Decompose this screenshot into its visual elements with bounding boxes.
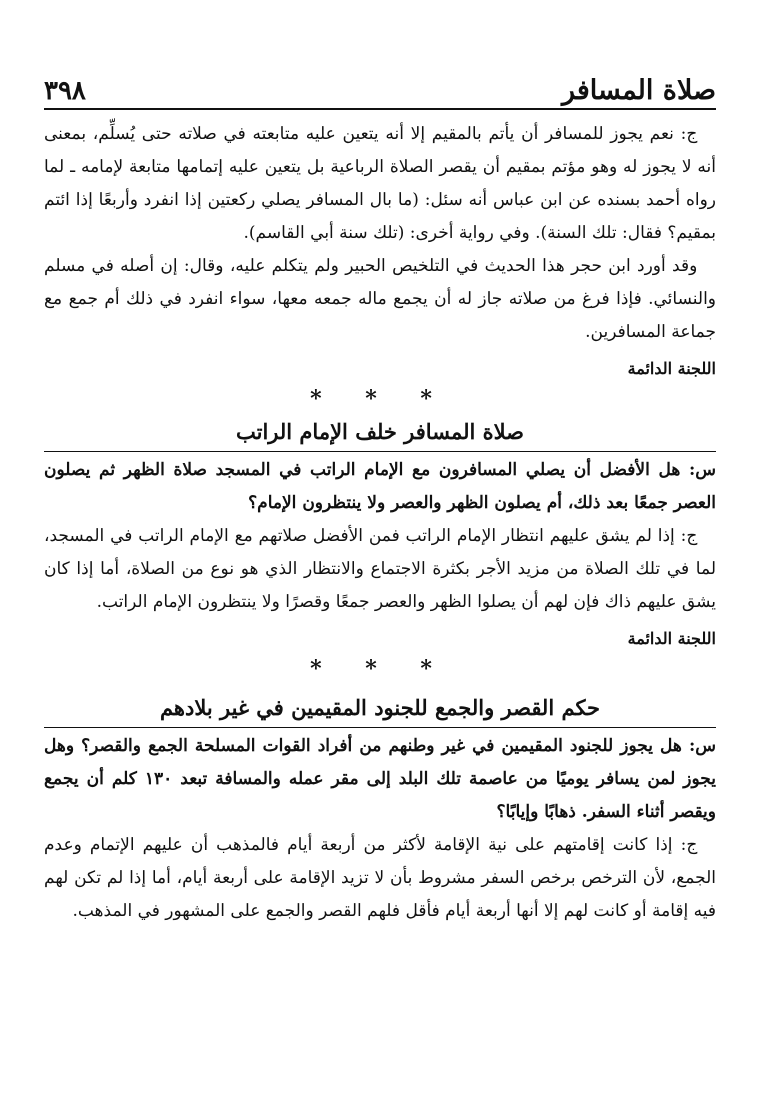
- question-paragraph: س: هل الأفضل أن يصلي المسافرون مع الإمام الراتب في المسجد صلاة الظهر ثم يصلون العصر جمعًا بعد ذلك، أم يصلون الظهر والعصر ولا ينتظرون الإمام؟: [44, 460, 716, 513]
- section-separator: * * *: [310, 386, 450, 412]
- signature: اللجنة الدائمة: [627, 359, 716, 378]
- signature: اللجنة الدائمة: [627, 629, 716, 648]
- section-separator: * * *: [310, 656, 450, 682]
- running-title: صلاة المسافر: [561, 75, 716, 106]
- note-paragraph: وقد أورد ابن حجر هذا الحديث في التلخيص الحبير ولم يتكلم عليه، وقال: إن أصله في مسلم والنسائي. فإذا فرغ من صلاته جاز له أن يجمع ماله جمعه معها، سواء انفرد في ذلك أم جمع مع جماعة المسافرين.: [44, 256, 716, 342]
- answer-paragraph: ج: نعم يجوز للمسافر أن يأتم بالمقيم إلا أنه يتعين عليه متابعته في صلاته حتى يُسلِّم، بمعنى أنه لا يجوز له وهو مؤتم بمقيم أن يقصر الصلاة الرباعية بل يتعين عليه إتمامها متابعة لإمامه ـ لما رواه أحمد بسنده عن ابن عباس أنه سئل: (ما بال المسافر يصلي ركعتين إذا انفرد وأربعًا إذا ائتم بمقيم؟ فقال: تلك السنة). وفي رواية أخرى: (تلك سنة أبي القاسم).: [44, 124, 716, 243]
- divider: [44, 727, 716, 728]
- answer-paragraph: ج: إذا لم يشق عليهم انتظار الإمام الراتب فمن الأفضل صلاتهم مع الإمام الراتب في المسجد، لما في تلك الصلاة من مزيد الأجر بكثرة الاجتماع والانتظار الذي هو نوع من الصلاة، أما إذا كان يشق عليهم ذاك فإن لهم أن يصلوا الظهر والعصر جمعًا وقصرًا ولا ينتظرون الإمام الراتب.: [44, 526, 716, 612]
- section-title: صلاة المسافر خلف الإمام الراتب: [236, 419, 524, 444]
- divider: [44, 451, 716, 452]
- page-number: ٣٩٨: [44, 76, 86, 106]
- page-header: [44, 66, 716, 110]
- section-title: حكم القصر والجمع للجنود المقيمين في غير بلادهم: [159, 695, 601, 720]
- answer-paragraph: ج: إذا كانت إقامتهم على نية الإقامة لأكثر من أربعة أيام فالمذهب أن عليهم الإتمام وعدم الجمع، لأن الترخص برخص السفر مشروط بأن لا تزيد الإقامة على أربعة أيام، أما إذا لم تكن لهم فيه إقامة أو كانت لهم إلا أنها أربعة أيام فأقل فلهم القصر والجمع على المشهور في المذهب.: [44, 835, 716, 921]
- question-paragraph: س: هل يجوز للجنود المقيمين في غير وطنهم من أفراد القوات المسلحة الجمع والقصر؟ وهل يجوز لمن يسافر يوميًا من عاصمة تلك البلد إلى مقر عمله والمسافة تبعد ١٣٠ كلم أن يجمع ويقصر أثناء السفر. ذهابًا وإيابًا؟: [44, 736, 716, 822]
